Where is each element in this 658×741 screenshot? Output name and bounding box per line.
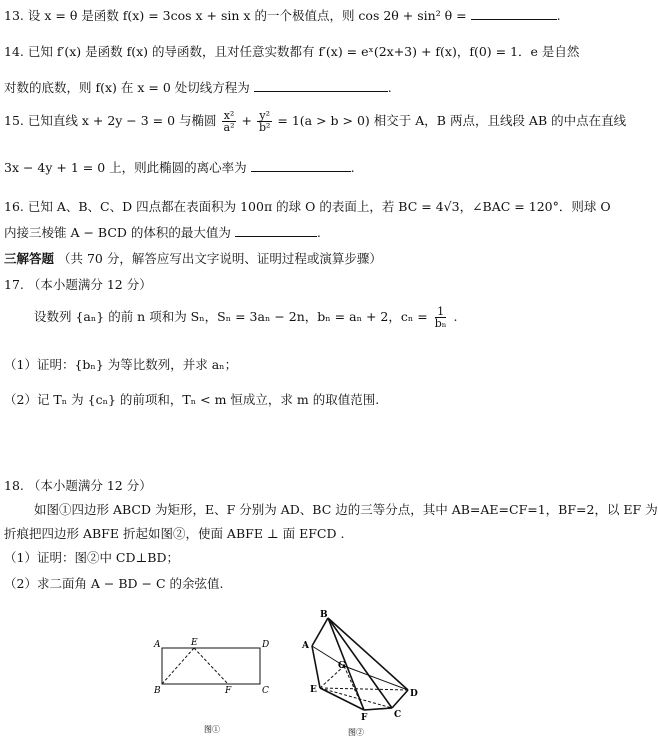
fraction-denominator: b² [258, 121, 271, 134]
answer-blank-16[interactable] [235, 225, 317, 237]
question-18-line-1: 如图①四边形 ABCD 为矩形，E、F 分别为 AD、BC 边的三等分点，其中 AB=AE=CF=1，BF=2，以 EF 为 [34, 502, 658, 517]
question-15-line-2 [4, 158, 355, 176]
edge-ba [312, 618, 328, 646]
question-14-number: 14. [4, 44, 24, 59]
fraction-numerator: x² [223, 109, 235, 122]
figure-1-caption: 图① [204, 725, 220, 734]
question-16-text-1: 已知 A、B、C、D 四点都在表面积为 100π 的球 O 的表面上，若 BC = 4√3，∠BAC = 120°．则球 O [27, 199, 611, 214]
question-17-given-text: 设数列 {aₙ} 的前 n 项和为 Sₙ，Sₙ = 3aₙ − 2n，bₙ = aₙ + 2，cₙ = [34, 309, 428, 324]
question-14-text-2: 对数的底数，则 f(x) 在 x = 0 处切线方程为 [4, 80, 250, 95]
fraction-numerator: y² [259, 109, 270, 122]
label-f: F [225, 686, 232, 696]
ellipse-y-fraction [257, 110, 272, 133]
question-18-line-2: 折痕把四边形 ABFE 折起如图②，使面 ABFE ⊥ 面 EFCD . [4, 526, 345, 541]
question-16-text-2: 内接三棱锥 A − BCD 的体积的最大值为 [4, 225, 231, 240]
fraction-denominator: a² [223, 121, 235, 134]
edge-cd [392, 690, 408, 708]
answer-blank-15[interactable] [251, 160, 351, 172]
question-13-number: 13. [4, 8, 24, 23]
question-14-line-2 [4, 78, 392, 96]
section-description: （共 70 分，解答应写出文字说明、证明过程或演算步骤） [58, 251, 382, 266]
plus-sign: + [241, 113, 252, 128]
question-15-text-1b: = 1(a > b > 0) 相交于 A，B 两点，且线段 AB 的中点在直线 [277, 113, 627, 128]
question-17-given-end: . [453, 309, 458, 324]
question-15-text-1a: 已知直线 x + 2y − 3 = 0 与椭圆 [27, 113, 217, 128]
question-14-line-1 [4, 42, 579, 60]
question-16-end: . [316, 225, 321, 240]
fraction-denominator: bₙ [434, 317, 447, 330]
fraction-numerator: 1 [437, 305, 445, 318]
label-b: B [320, 610, 328, 620]
segment-be [162, 648, 194, 684]
label-b: B [154, 686, 161, 696]
question-16-line-1 [4, 197, 611, 215]
question-14-end: . [387, 80, 392, 95]
section-title: 三解答题 [4, 251, 55, 266]
question-16-line-2 [4, 223, 321, 241]
label-e: E [191, 638, 198, 648]
question-16-number: 16. [4, 199, 24, 214]
label-g: G [338, 661, 346, 671]
ellipse-x-fraction [222, 110, 237, 133]
question-15-end: . [350, 160, 355, 175]
edge-bd [328, 618, 408, 690]
label-c: C [394, 710, 402, 720]
question-13 [4, 6, 561, 24]
rectangle-abcd [162, 648, 260, 684]
c-n-fraction [433, 306, 449, 329]
figure-2-caption: 图② [348, 728, 364, 737]
answer-blank-14[interactable] [254, 80, 388, 92]
edge-ae [312, 646, 320, 688]
figure-1-rectangle [150, 636, 280, 736]
section-header [4, 249, 382, 267]
question-15-number: 15. [4, 113, 24, 128]
edge-ed-hidden [320, 688, 408, 690]
question-15-text-2: 3x − 4y + 1 = 0 上，则此椭圆的离心率为 [4, 160, 247, 175]
question-17-part-1: （1）证明：{bₙ} 为等比数列，并求 aₙ； [4, 357, 238, 372]
label-f: F [361, 713, 368, 723]
question-17-part-2: （2）记 Tₙ 为 {cₙ} 的前项和，Tₙ < m 恒成立，求 m 的取值范围. [4, 392, 380, 407]
question-13-text: 设 x = θ 是函数 f(x) = 3cos x + sin x 的一个极值点，则 cos 2θ + sin² θ = [27, 8, 467, 23]
segment-ef [194, 648, 228, 684]
question-13-end: . [556, 8, 561, 23]
question-17-header: 17. （本小题满分 12 分） [4, 277, 152, 292]
edge-fc [364, 708, 392, 710]
label-d: D [262, 640, 270, 650]
question-18-part-1: （1）证明：图②中 CD⊥BD； [4, 550, 179, 565]
label-d: D [410, 689, 418, 699]
label-a: A [154, 640, 161, 650]
label-c: C [262, 686, 269, 696]
question-14-text-1: 已知 f′(x) 是函数 f(x) 的导函数，且对任意实数都有 f′(x) = eˣ(2x+3) + f(x)，f(0) = 1．e 是自然 [27, 44, 580, 59]
question-15-line-1 [4, 110, 626, 133]
edge-bf [328, 618, 364, 710]
figure-2-folded-solid [298, 606, 422, 738]
question-18-part-2: （2）求二面角 A − BD − C 的余弦值. [4, 576, 224, 591]
question-17-given [34, 306, 457, 329]
question-18-header: 18. （本小题满分 12 分） [4, 478, 152, 493]
label-e: E [310, 685, 317, 695]
label-a: A [302, 641, 309, 651]
answer-blank-13[interactable] [471, 8, 557, 20]
